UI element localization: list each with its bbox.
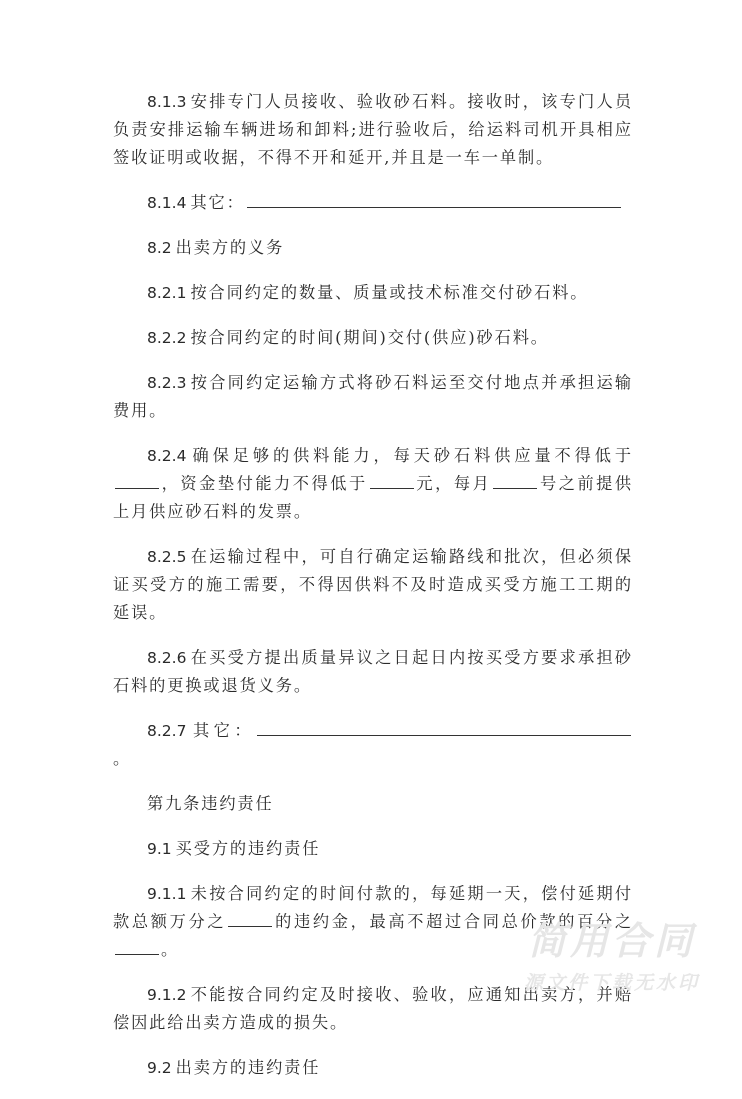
fill-in-blank-penalty-rate[interactable] [228,908,272,927]
fill-in-blank-max-percent[interactable] [115,936,159,955]
clause-8-1-3: 8.1.3 安排专门人员接收、验收砂石料。接收时，该专门人员负责安排运输车辆进场和卸料;进行验收后，给运料司机开具相应签收证明或收据，不得不开和延开,并且是一车一单制。 [113,92,633,167]
fill-in-blank-daily-supply[interactable] [115,470,159,489]
clause-8-2-1: 8.2.1 按合同约定的数量、质量或技术标准交付砂石料。 [147,283,589,302]
clause-8-2-4: 8.2.4 确保足够的供料能力，每天砂石料供应量不得低于，资金垫付能力不得低于 元，每月 号之前提供上月供应砂石料的发票。 [113,446,634,521]
clause-9-1-1: 9.1.1 未按合同约定的时间付款的，每延期一天，偿付延期付款总额万分之 的违约金，最高不超过合同总价款的百分之。 [113,884,633,959]
watermark-subtitle: 源文件下载无水印 [523,972,700,994]
clause-8-2-3: 8.2.3 按合同约定运输方式将砂石料运至交付地点并承担运输费用。 [113,373,633,420]
article-9-heading: 第九条违约责任 [147,794,274,813]
clause-8-2-heading: 8.2 出卖方的义务 [147,238,285,257]
clause-8-1-4: 8.1.4 其它： [113,189,633,217]
clause-8-2-2: 8.2.2 按合同约定的时间(期间)交付(供应)砂石料。 [147,328,549,347]
fill-in-blank-invoice-day[interactable] [493,470,537,489]
clause-8-2-6: 8.2.6 在买受方提出质量异议之日起日内按买受方要求承担砂石料的更换或退货义务。 [113,648,633,695]
clause-9-2-heading: 9.2 出卖方的违约责任 [147,1058,321,1077]
clause-8-2-7: 8.2.7 其它：。 [113,717,633,773]
fill-in-blank[interactable] [257,717,631,736]
clause-9-1-heading: 9.1 买受方的违约责任 [147,839,321,858]
watermark-title: 简用合同 [527,919,696,963]
fill-in-blank-funding[interactable] [370,470,414,489]
fill-in-blank[interactable] [247,189,621,208]
document-page [113,88,633,1099]
clause-8-2-5: 8.2.5 在运输过程中，可自行确定运输路线和批次，但必须保证买受方的施工需要，不得因供料不及时造成买受方施工工期的延误。 [113,547,633,622]
clause-9-1-2: 9.1.2 不能按合同约定及时接收、验收，应通知出卖方，并赔偿因此给出卖方造成的损失。 [113,985,633,1032]
